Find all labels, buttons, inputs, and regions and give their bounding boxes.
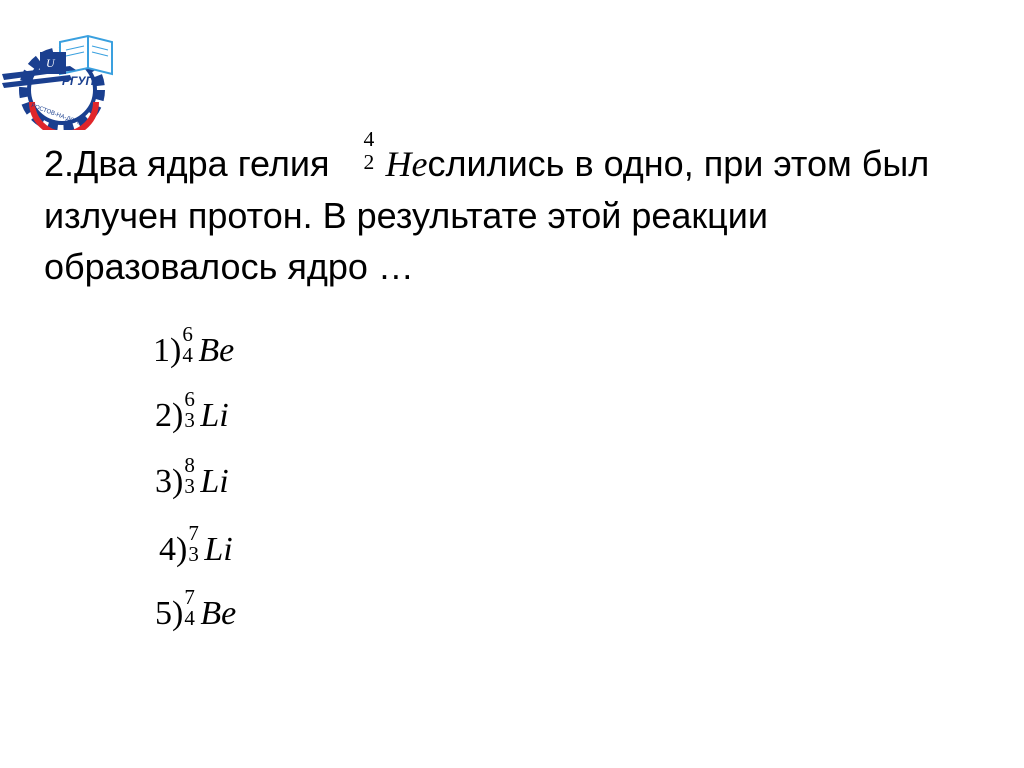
logo-letter: U [46, 56, 55, 70]
rgups-logo [0, 30, 126, 130]
option-mass-number: 6 [182, 322, 193, 346]
option-mass-number: 8 [184, 453, 195, 477]
question-suffix: слились в одно, при этом был [427, 143, 930, 184]
option-number: 1) [153, 332, 182, 369]
option-charge-number: 4 [184, 606, 195, 630]
option-mass-number: 6 [184, 387, 195, 411]
answer-option-3[interactable] [155, 453, 229, 501]
logo-text: РГУПС [62, 74, 103, 88]
option-symbol: Be [200, 595, 237, 632]
answer-option-4[interactable] [159, 521, 233, 569]
logo-ring-text: РОСТОВ-НА-ДОНУ [30, 103, 83, 128]
option-number: 5) [155, 595, 184, 632]
answer-option-2[interactable] [155, 387, 229, 435]
option-symbol: Li [200, 463, 229, 500]
question-line-2: излучен протон. В результате этой реакции [44, 195, 769, 236]
option-symbol: Li [204, 531, 233, 568]
question-text [44, 127, 1004, 292]
option-number: 2) [155, 397, 184, 434]
option-charge-number: 3 [184, 408, 195, 432]
helium-charge-number: 2 [363, 149, 375, 174]
option-mass-number: 7 [188, 521, 199, 545]
option-symbol: Be [198, 332, 235, 369]
option-charge-number: 3 [188, 542, 199, 566]
question-line-1 [44, 127, 1004, 190]
option-charge-number: 3 [184, 474, 195, 498]
helium-symbol: He [385, 144, 428, 184]
option-charge-number: 4 [182, 343, 193, 367]
option-symbol: Li [200, 397, 229, 434]
answer-option-1[interactable] [153, 322, 235, 370]
helium-nuclide [363, 127, 428, 190]
question-line-3: образовалось ядро … [44, 246, 414, 287]
answer-option-5[interactable] [155, 585, 237, 633]
question-prefix: 2.Два ядра гелия [44, 143, 330, 184]
helium-mass-number: 4 [363, 127, 375, 152]
option-number: 4) [159, 531, 188, 568]
option-mass-number: 7 [184, 585, 195, 609]
option-number: 3) [155, 463, 184, 500]
